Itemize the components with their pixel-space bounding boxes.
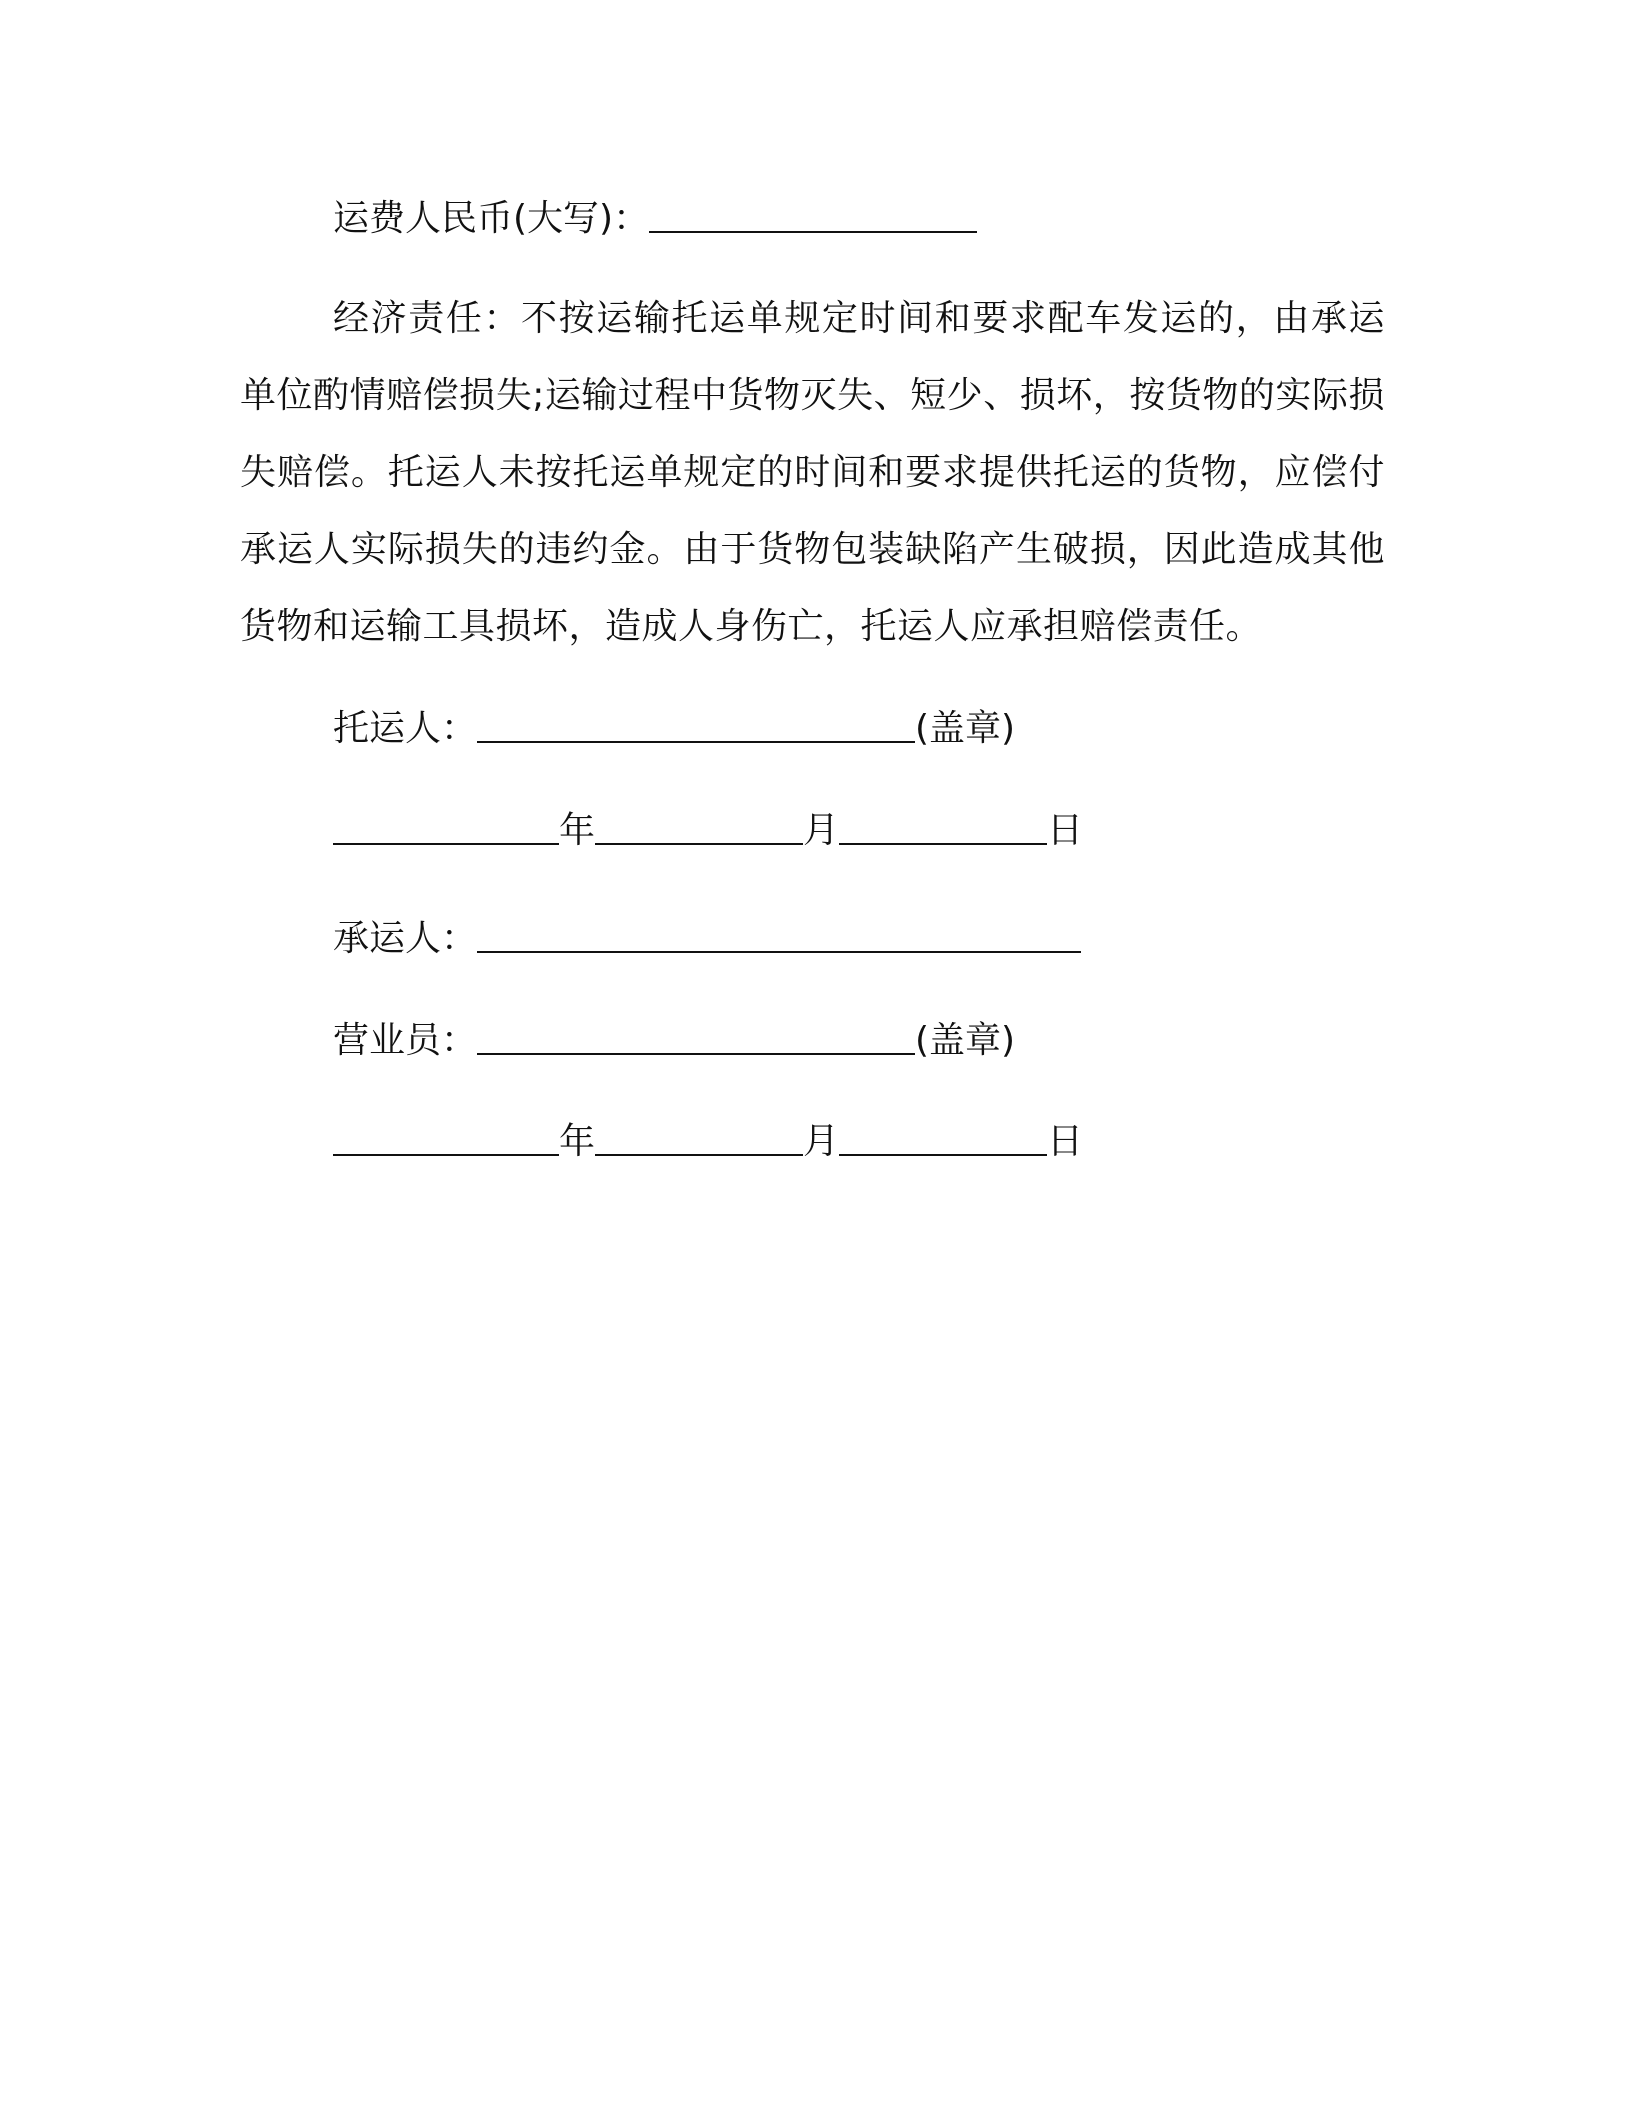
liability-paragraph: 经济责任：不按运输托运单规定时间和要求配车发运的，由承运单位酌情赔偿损失;运输过程中货物灭失、短少、损坏，按货物的实际损失赔偿。托运人未按托运单规定的时间和要求提供托运的货物，应偿付承运人实际损失的违约金。由于货物包装缺陷产生破损，因此造成其他货物和运输工具损坏，造成人身伤亡，托运人应承担赔偿责任。 — [240, 298, 1385, 647]
clerk-day-blank[interactable] — [839, 1124, 1047, 1156]
month-label: 月 — [803, 1121, 840, 1162]
carrier-label: 承运人： — [333, 918, 478, 959]
clerk-signature-blank[interactable] — [477, 1023, 915, 1055]
carrier-line — [333, 917, 1081, 961]
clerk-date-line — [333, 1120, 1083, 1164]
shipper-day-blank[interactable] — [839, 813, 1047, 845]
shipper-label: 托运人： — [333, 708, 478, 749]
clerk-year-blank[interactable] — [333, 1124, 559, 1156]
freight-label: 运费人民币(大写)： — [333, 198, 650, 239]
shipper-signature-blank[interactable] — [477, 711, 915, 743]
month-label: 月 — [803, 810, 840, 851]
shipper-month-blank[interactable] — [595, 813, 803, 845]
shipper-year-blank[interactable] — [333, 813, 559, 845]
clerk-label: 营业员： — [333, 1020, 478, 1061]
clerk-month-blank[interactable] — [595, 1124, 803, 1156]
year-label: 年 — [559, 1121, 596, 1162]
year-label: 年 — [559, 810, 596, 851]
shipper-line — [333, 707, 1015, 751]
clerk-line — [333, 1019, 1015, 1063]
shipper-seal-label: (盖章) — [915, 708, 1016, 749]
shipper-date-line — [333, 809, 1083, 853]
day-label: 日 — [1047, 1121, 1084, 1162]
freight-amount-blank[interactable] — [649, 201, 977, 233]
clerk-seal-label: (盖章) — [915, 1020, 1016, 1061]
day-label: 日 — [1047, 810, 1084, 851]
freight-line — [333, 197, 977, 241]
carrier-signature-blank[interactable] — [477, 921, 1081, 953]
